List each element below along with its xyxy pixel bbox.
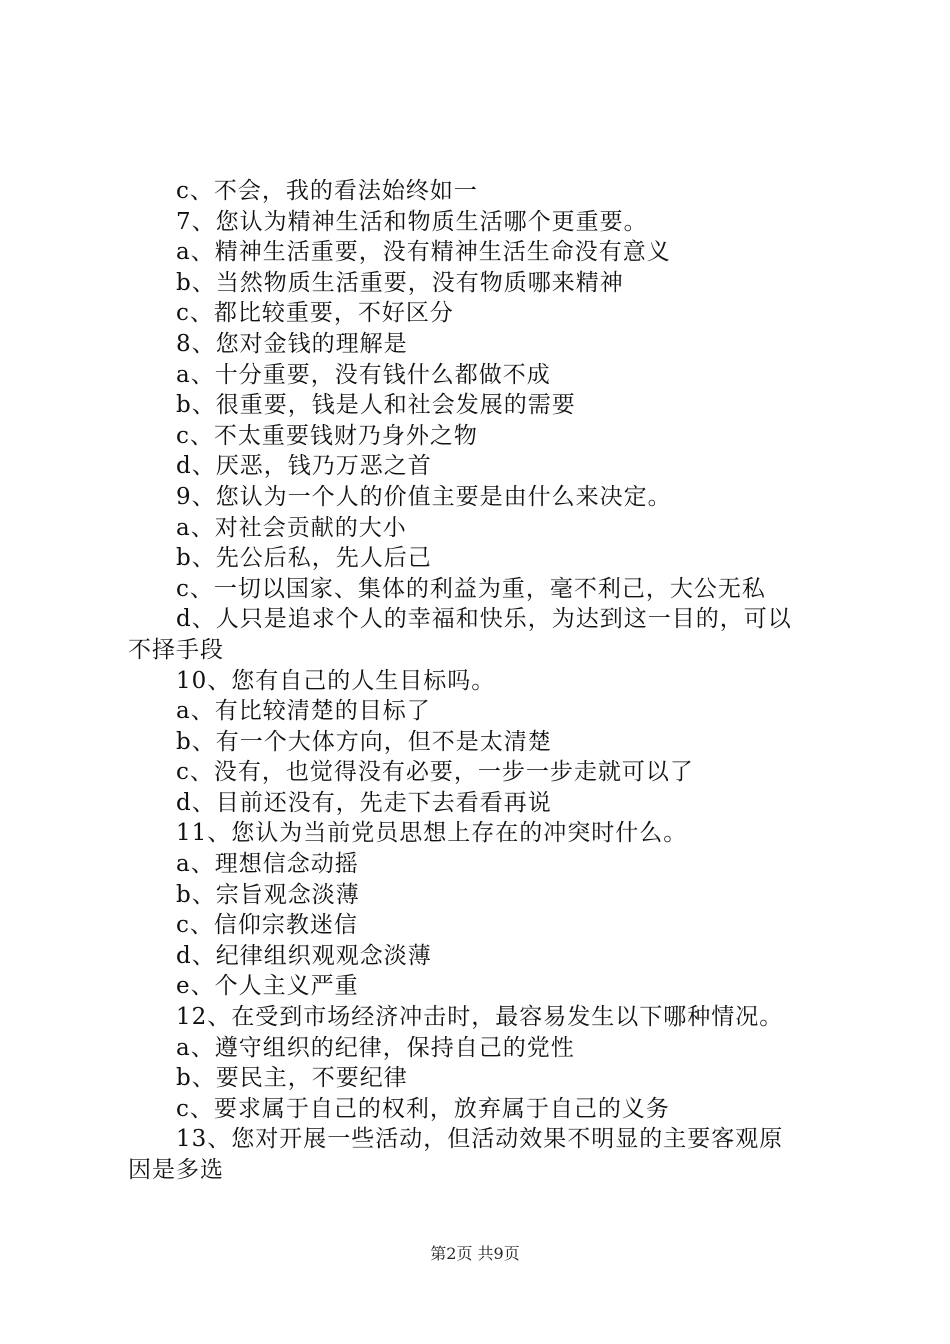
option-line: a、十分重要，没有钱什么都做不成 (176, 361, 551, 388)
option-line: a、有比较清楚的目标了 (176, 698, 431, 725)
survey-content (128, 176, 838, 1186)
question-11: 11、您认为当前党员思想上存在的冲突时什么。 (176, 820, 688, 847)
question-12: 12、在受到市场经济冲击时，最容易发生以下哪种情况。 (176, 1004, 784, 1031)
option-line-continuation: 不择手段 (128, 636, 224, 663)
question-13-continuation: 因是多选 (128, 1157, 224, 1183)
option-line: b、当然物质生活重要，没有物质哪来精神 (176, 269, 624, 296)
option-line: a、遵守组织的纪律，保持自己的党性 (176, 1034, 575, 1061)
question-10: 10、您有自己的人生目标吗。 (176, 667, 496, 694)
option-line: c、信仰宗教迷信 (176, 912, 358, 939)
question-13: 13、您对开展一些活动，但活动效果不明显的主要客观原 (176, 1126, 784, 1153)
option-line: b、有一个大体方向，但不是太清楚 (176, 728, 552, 755)
option-line: a、对社会贡献的大小 (176, 514, 407, 541)
option-line: c、没有，也觉得没有必要，一步一步走就可以了 (176, 759, 694, 786)
text-line: c、不会，我的看法始终如一 (176, 178, 478, 204)
option-line: d、人只是追求个人的幸福和快乐，为达到这一目的，可以 (176, 606, 792, 633)
option-line: c、都比较重要，不好区分 (176, 300, 454, 327)
option-line: b、要民主，不要纪律 (176, 1065, 408, 1092)
option-line: d、目前还没有，先走下去看看再说 (176, 789, 552, 816)
page-footer: 第2页 共9页 (430, 1244, 520, 1263)
option-line: a、理想信念动摇 (176, 851, 359, 878)
option-line: d、厌恶，钱乃万恶之首 (176, 453, 432, 480)
option-line: a、精神生活重要，没有精神生活生命没有意义 (176, 239, 671, 266)
question-7: 7、您认为精神生活和物质生活哪个更重要。 (176, 208, 648, 235)
option-line: c、不太重要钱财乃身外之物 (176, 422, 478, 449)
option-line: b、很重要，钱是人和社会发展的需要 (176, 392, 576, 419)
option-line: b、宗旨观念淡薄 (176, 881, 360, 908)
question-9: 9、您认为一个人的价值主要是由什么来决定。 (176, 483, 672, 510)
question-8: 8、您对金钱的理解是 (176, 330, 408, 357)
option-line: d、纪律组织观观念淡薄 (176, 942, 432, 969)
option-line: e、个人主义严重 (176, 973, 359, 1000)
option-line: b、先公后私，先人后己 (176, 545, 432, 572)
option-line: c、要求属于自己的权利，放弃属于自己的义务 (176, 1095, 670, 1122)
option-line: c、一切以国家、集体的利益为重，毫不利己，大公无私 (176, 575, 766, 602)
